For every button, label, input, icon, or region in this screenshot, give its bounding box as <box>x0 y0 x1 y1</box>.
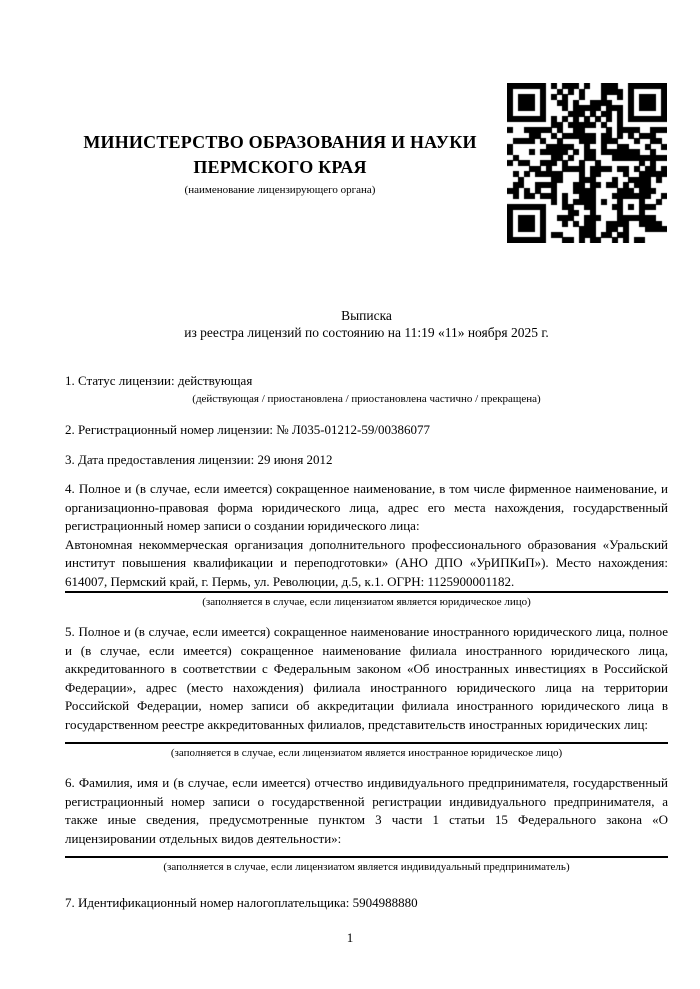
item-7-inn <box>65 893 668 912</box>
qr-code <box>507 83 667 243</box>
ministry-name <box>65 130 495 180</box>
extract-body <box>65 371 668 912</box>
ministry-caption: (наименование лицензирующего органа) <box>184 184 376 196</box>
ministry-name-line1: МИНИСТЕРСТВО ОБРАЗОВАНИЯ И НАУКИ <box>83 132 477 152</box>
item-7-text: 7. Идентификационный номер налогоплательщика: 5904988880 <box>65 895 418 910</box>
item-1-caption: (действующая / приостановлена / приостановлена частично / прекращена) <box>192 393 541 405</box>
page-footer <box>0 928 700 947</box>
item-6-entrepreneur <box>65 774 668 877</box>
extract-title-block <box>65 307 668 341</box>
item-4-legal-entity <box>65 480 668 612</box>
ministry-name-line2: ПЕРМСКОГО КРАЯ <box>193 157 367 177</box>
item-3-text: 3. Дата предоставления лицензии: 29 июня 2012 <box>65 452 333 467</box>
ministry-header <box>65 130 495 198</box>
item-2-reg-number <box>65 420 668 439</box>
item-1-text: 1. Статус лицензии: действующая <box>65 373 253 388</box>
item-1-status <box>65 371 668 409</box>
item-2-text: 2. Регистрационный номер лицензии: № Л035-01212-59/00386077 <box>65 422 431 437</box>
extract-subtitle: из реестра лицензий по состоянию на 11:19 «11» ноября 2025 г. <box>184 325 549 340</box>
item-5-foreign-entity <box>65 623 668 763</box>
item-5-text: 5. Полное и (в случае, если имеется) сокращенное наименование иностранного юридического лица, полное и (в случае, если имеется) сокращенное наименование филиала иностранного юридического лица, аккредитованного в соответствии с Федеральным законом «Об иностранных инвестициях в Российской Федерации», адрес (место нахождения) филиала иностранного юридического лица на территории Российской Федерации, номер записи об аккредитации филиала иностранного юридического лица в государственном реестре аккредитованных филиалов, представительств иностранных юридических лиц: <box>65 624 668 732</box>
page-number: 1 <box>346 930 354 945</box>
item-6-text: 6. Фамилия, имя и (в случае, если имеется) отчество индивидуального предпринимателя, государственный регистрационный номер записи о государственной регистрации индивидуального предпринимателя, а также иные сведения, предусмотренные пунктом 3 части 1 статьи 15 Федерального закона «О лицензировании отдельных видов деятельности»: <box>65 775 668 846</box>
item-4-value: Автономная некоммерческая организация дополнительного профессионального образования «Уральский институт повышения квалификации и переподготовки» (АНО ДПО «УрИПКиП»). Место нахождения: 614007, Пермский край, г. Пермь, ул. Революции, д.5, к.1. ОГРН: 1125900001182. <box>65 536 668 589</box>
extract-title: Выписка <box>341 308 392 323</box>
item-3-grant-date <box>65 450 668 469</box>
item-6-caption: (заполняется в случае, если лицензиатом является индивидуальный предприниматель) <box>163 861 570 873</box>
item-4-text: 4. Полное и (в случае, если имеется) сокращенное наименование, в том числе фирменное наименование, и организационно-правовая форма юридического лица, адрес его места нахождения, государственный регистрационный номер записи о создании юридического лица: <box>65 481 668 533</box>
item-5-caption: (заполняется в случае, если лицензиатом является иностранное юридическое лицо) <box>170 747 563 759</box>
item-4-caption: (заполняется в случае, если лицензиатом является юридическое лицо) <box>202 596 531 608</box>
